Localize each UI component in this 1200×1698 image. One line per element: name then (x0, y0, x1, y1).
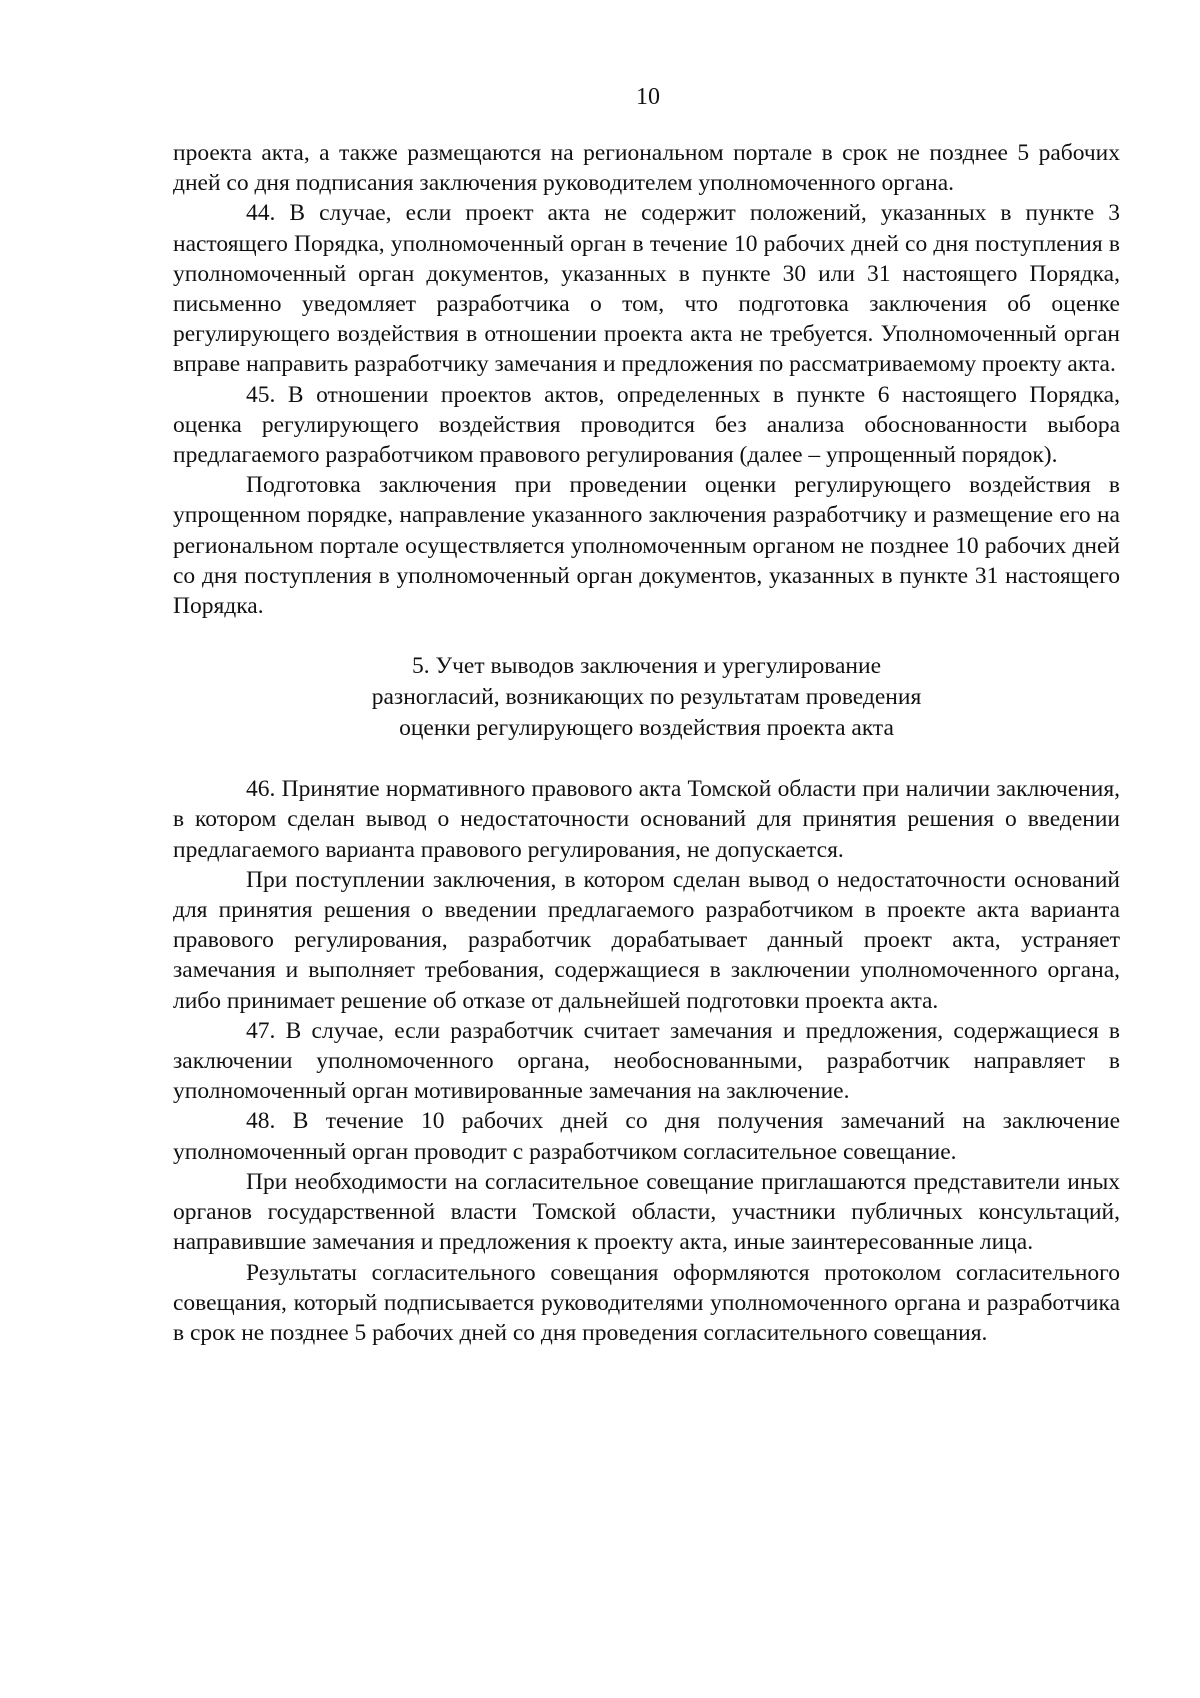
paragraph-item-46-revision: При поступлении заключения, в котором сделан вывод о недостаточности оснований для принятия решения о введении предлагаемого разработчиком в проекте акта варианта правового регулирования, разработчик дорабатывает данный проект акта, устраняет замечания и выполняет требования, содержащиеся в заключении уполномоченного органа, либо принимает решение об отказе от дальнейшей подготовки проекта акта. (173, 866, 1120, 1014)
section-heading-line: разногласий, возникающих по результатам проведения (371, 684, 922, 711)
document-body (173, 138, 1120, 1348)
paragraph-item-47: 47. В случае, если разработчик считает замечания и предложения, содержащиеся в заключении уполномоченного органа, необоснованными, разработчик направляет в уполномоченный орган мотивированные замечания на заключение. (173, 1017, 1120, 1105)
section-heading (173, 651, 1120, 744)
paragraph-item-48: 48. В течение 10 рабочих дней со дня получения замечаний на заключение уполномоченный орган проводит с разработчиком согласительное совещание. (173, 1108, 1120, 1165)
paragraph-item-45: 45. В отношении проектов актов, определенных в пункте 6 настоящего Порядка, оценка регулирующего воздействия проводится без анализа обоснованности выбора предлагаемого разработчиком правового регулирования (далее – упрощенный порядок). (173, 381, 1120, 469)
paragraph-item-44: 44. В случае, если проект акта не содержит положений, указанных в пункте 3 настоящего Порядка, уполномоченный орган в течение 10 рабочих дней со дня поступления в уполномоченный орган документов, указанных в пункте 30 или 31 настоящего Порядка, письменно уведомляет разработчика о том, что подготовка заключения об оценке регулирующего воздействия в отношении проекта акта не требуется. Уполномоченный орган вправе направить разработчику замечания и предложения по рассматриваемому проекту акта. (173, 200, 1120, 378)
paragraph-item-45-simplified-order: Подготовка заключения при проведении оценки регулирующего воздействия в упрощенном порядке, направление указанного заключения разработчику и размещение его на региональном портале осуществляется уполномоченным органом не позднее 10 рабочих дней со дня поступления в уполномоченный орган документов, указанных в пункте 31 настоящего Порядка. (173, 472, 1120, 620)
paragraph-item-46: 46. Принятие нормативного правового акта Томской области при наличии заключения, в котором сделан вывод о недостаточности оснований для принятия решения о введении предлагаемого варианта правового регулирования, не допускается. (173, 776, 1120, 863)
page-number: 10 (636, 84, 660, 110)
paragraph-item-48-invitees: При необходимости на согласительное совещание приглашаются представители иных органов государственной власти Томской области, участники публичных консультаций, направившие замечания и предложения к проекту акта, иные заинтересованные лица. (173, 1168, 1120, 1256)
section-heading-line: 5. Учет выводов заключения и урегулирование (411, 653, 882, 680)
section-heading-line: оценки регулирующего воздействия проекта акта (399, 715, 894, 742)
paragraph-item-48-results: Результаты согласительного совещания оформляются протоколом согласительного совещания, который подписывается руководителями уполномоченного органа и разработчика в срок не позднее 5 рабочих дней со дня проведения согласительного совещания. (173, 1259, 1120, 1346)
paragraph-continuation: проекта акта, а также размещаются на региональном портале в срок не позднее 5 рабочих дней со дня подписания заключения руководителем уполномоченного органа. (173, 140, 1120, 197)
